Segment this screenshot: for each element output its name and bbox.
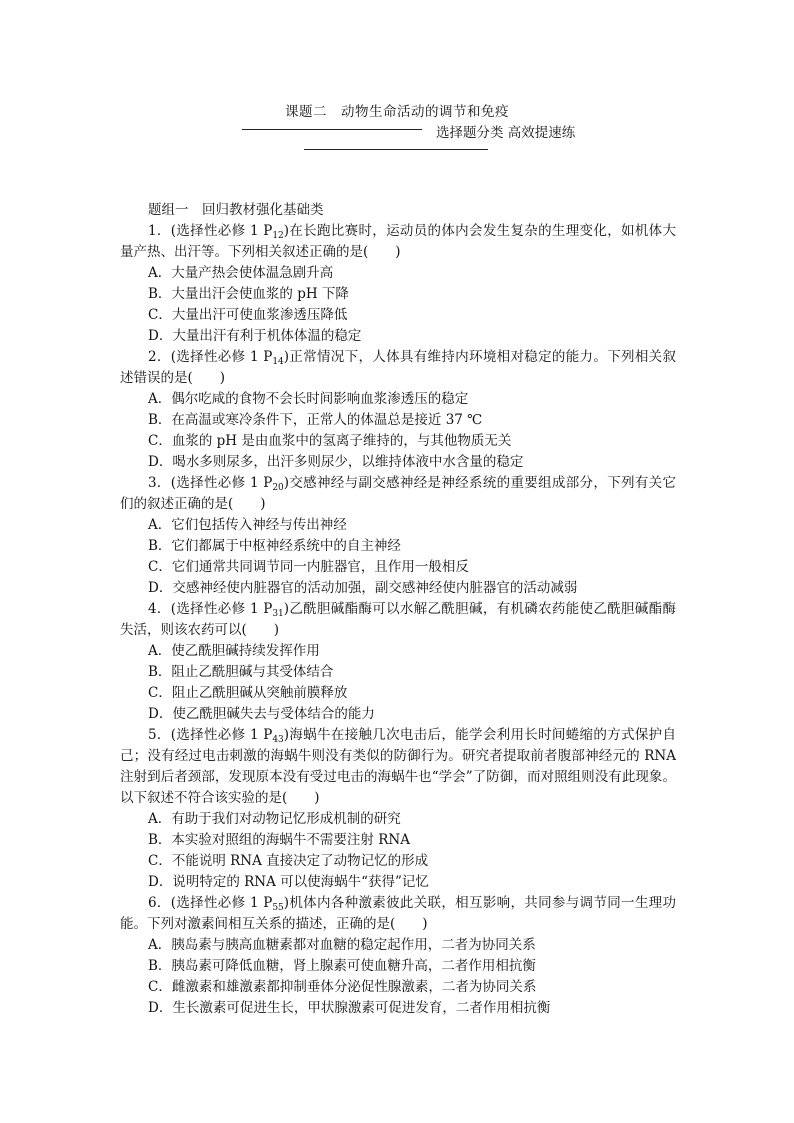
option-d: D．喝水多则尿多，出汗多则尿少，以维持体液中水含量的稳定 [148, 454, 524, 470]
option-d: D．使乙酰胆碱失去与受体结合的能力 [148, 706, 375, 722]
option-c: C．不能说明 RNA 直接决定了动物记忆的形成 [148, 853, 429, 869]
question-stem-pre: 2．(选择性必修 1 P [148, 349, 273, 365]
question-stem-pre: 1．(选择性必修 1 P [148, 223, 273, 239]
question-stem-text: )海蜗牛在接触几次电击后，能学会利用长时间蜷缩的方式保护自己；没有经过电击刺激的海蜗牛则没有类似的防御行为。研究者提取前者腹部神经元的 RNA 注射到后者颈部，发现原本没有受过电击的海蜗牛也“学会”了防御，而对照组则没有此现象。以下叙述不符合该实验的是( ) [120, 727, 676, 806]
option-a: A．胰岛素与胰高血糖素都对血糖的稳定起作用，二者为协同关系 [148, 937, 536, 953]
option-c: C．大量出汗可使血浆渗透压降低 [148, 307, 348, 323]
question-stem-pre: 3．(选择性必修 1 P [148, 475, 273, 491]
page-subscript: 20 [272, 483, 284, 493]
page-subscript: 12 [272, 231, 284, 241]
question-stem [120, 221, 676, 263]
option-a: A．它们包括传入神经与传出神经 [148, 517, 347, 533]
option-b: B．在高温或寒冷条件下，正常人的体温总是接近 37 ℃ [148, 412, 483, 428]
question-6 [120, 893, 676, 1019]
option-b: B．它们都属于中枢神经系统中的自主神经 [148, 538, 401, 554]
question-stem-text: )交感神经与副交感神经是神经系统的重要组成部分，下列有关它们的叙述正确的是( ) [120, 475, 676, 512]
question-stem [120, 473, 676, 515]
question-5 [120, 725, 676, 893]
question-stem-text: )正常情况下，人体具有维持内环境相对稳定的能力。下列相关叙述错误的是( ) [120, 349, 676, 386]
question-stem [120, 599, 676, 641]
option-c: C．阻止乙酰胆碱从突触前膜释放 [148, 685, 348, 701]
question-2 [120, 347, 676, 473]
option-a: A．使乙酰胆碱持续发挥作用 [148, 643, 320, 659]
question-1 [120, 221, 676, 347]
option-c: C．雌激素和雄激素都抑制垂体分泌促性腺激素，二者为协同关系 [148, 979, 537, 995]
question-stem-pre: 4．(选择性必修 1 P [148, 601, 273, 617]
option-c: C．它们通常共同调节同一内脏器官，且作用一般相反 [148, 559, 469, 575]
header-rule-bottom [304, 149, 488, 150]
option-d: D．交感神经使内脏器官的活动加强，副交感神经使内脏器官的活动减弱 [148, 580, 578, 596]
question-4 [120, 599, 676, 725]
question-stem [120, 347, 676, 389]
question-stem-text: )在长跑比赛时，运动员的体内会发生复杂的生理变化，如机体大量产热、出汗等。下列相关叙述正确的是( ) [120, 223, 676, 260]
option-d: D．说明特定的 RNA 可以使海蜗牛“获得”记忆 [148, 874, 429, 890]
header-rule-left [242, 129, 422, 130]
option-b: B．大量出汗会使血浆的 pH 下降 [148, 286, 349, 302]
question-content [120, 200, 676, 1019]
option-b: B．本实验对照组的海蜗牛不需要注射 RNA [148, 832, 410, 848]
option-a: A．大量产热会使体温急剧升高 [148, 265, 334, 281]
page-title: 课题二 动物生命活动的调节和免疫 [285, 104, 509, 120]
option-d: D．大量出汗有利于机体体温的稳定 [148, 328, 362, 344]
page-subscript: 31 [272, 609, 284, 619]
option-c: C．血浆的 pH 是由血浆中的氢离子维持的，与其他物质无关 [148, 433, 512, 449]
page-subscript: 14 [272, 357, 284, 367]
page-subtitle: 选择题分类 高效提速练 [436, 125, 576, 141]
page-subscript: 55 [272, 903, 284, 913]
question-stem [120, 725, 676, 809]
question-stem-text: )乙酰胆碱酯酶可以水解乙酰胆碱，有机磷农药能使乙酰胆碱酯酶失活，则该农药可以( ) [120, 601, 676, 638]
option-a: A．有助于我们对动物记忆形成机制的研究 [148, 811, 401, 827]
option-a: A．偶尔吃咸的食物不会长时间影响血浆渗透压的稳定 [148, 391, 469, 407]
group-title: 题组一 回归教材强化基础类 [148, 202, 324, 218]
question-3 [120, 473, 676, 599]
question-stem-pre: 5．(选择性必修 1 P [148, 727, 273, 743]
question-stem-text: )机体内各种激素彼此关联，相互影响，共同参与调节同一生理功能。下列对激素间相互关系的描述，正确的是( ) [120, 895, 676, 932]
question-stem-pre: 6．(选择性必修 1 P [148, 895, 273, 911]
option-b: B．阻止乙酰胆碱与其受体结合 [148, 664, 334, 680]
question-stem [120, 893, 676, 935]
page-subtitle-row [436, 121, 575, 141]
option-b: B．胰岛素可降低血糖，肾上腺素可使血糖升高，二者作用相抗衡 [148, 958, 536, 974]
option-d: D．生长激素可促进生长，甲状腺激素可促进发育，二者作用相抗衡 [148, 1000, 551, 1016]
page-subscript: 43 [272, 735, 284, 745]
